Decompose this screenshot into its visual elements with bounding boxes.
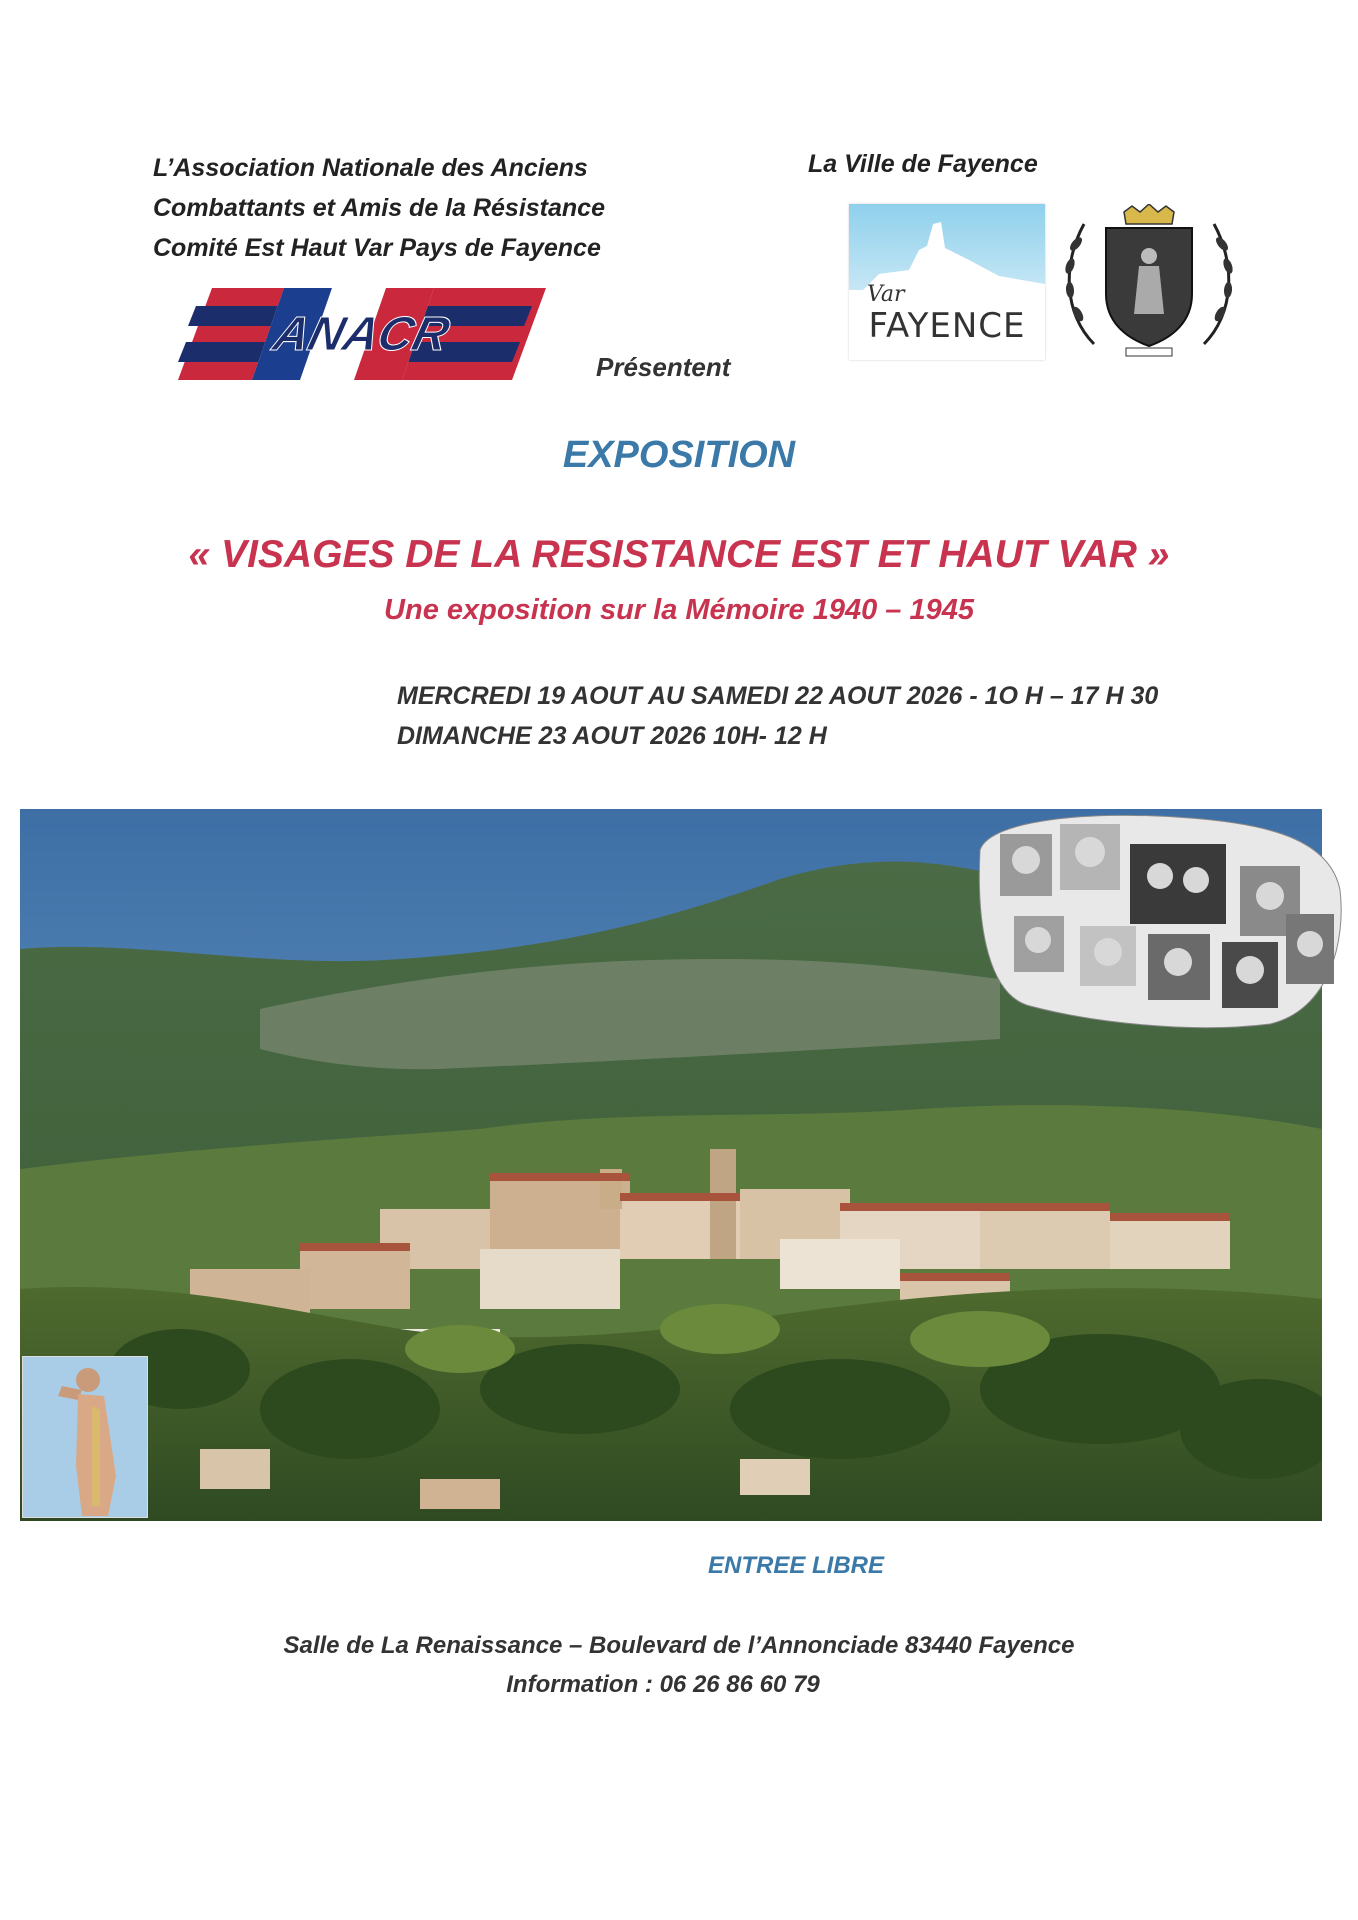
organizer-block <box>153 148 605 268</box>
presents-label: Présentent <box>596 352 731 382</box>
coat-of-arms-icon <box>1054 204 1244 360</box>
exhibition-heading <box>0 434 1358 477</box>
schedule-line-1: MERCREDI 19 AOUT AU SAMEDI 22 AOUT 2026 - 1O H – 17 H 30 <box>397 682 1159 710</box>
venue-address: Salle de La Renaissance – Boulevard de l’Annonciade 83440 Fayence <box>283 1632 1075 1659</box>
organizer-line-1: L’Association Nationale des Anciens <box>153 154 588 182</box>
exhibition-kind: EXPOSITION <box>562 434 796 476</box>
fayence-logo-script: Var <box>867 282 905 307</box>
organizer-line-2: Combattants et Amis de la Résistance <box>153 194 605 222</box>
fayence-logo-word: FAYENCE <box>868 306 1026 346</box>
fayence-logo <box>849 204 1045 360</box>
organizer-line-3: Comité Est Haut Var Pays de Fayence <box>153 234 601 262</box>
partner-name: La Ville de Fayence <box>808 150 1038 178</box>
venue-info-line <box>0 1671 1358 1699</box>
venue-info: Information : 06 26 86 60 79 <box>506 1671 820 1698</box>
schedule-line-2: DIMANCHE 23 AOUT 2026 10H- 12 H <box>397 722 827 750</box>
exhibition-subtitle: Une exposition sur la Mémoire 1940 – 1945 <box>384 594 974 626</box>
anacr-logo-text: ANACR <box>268 307 455 361</box>
admission-label: ENTREE LIBRE <box>708 1552 885 1579</box>
exhibition-title: « VISAGES DE LA RESISTANCE EST ET HAUT VAR » <box>188 533 1170 576</box>
schedule-block <box>397 676 1158 756</box>
statue-image-icon <box>22 1356 148 1518</box>
portrait-collage-icon <box>970 810 1346 1032</box>
anacr-logo <box>172 284 546 384</box>
